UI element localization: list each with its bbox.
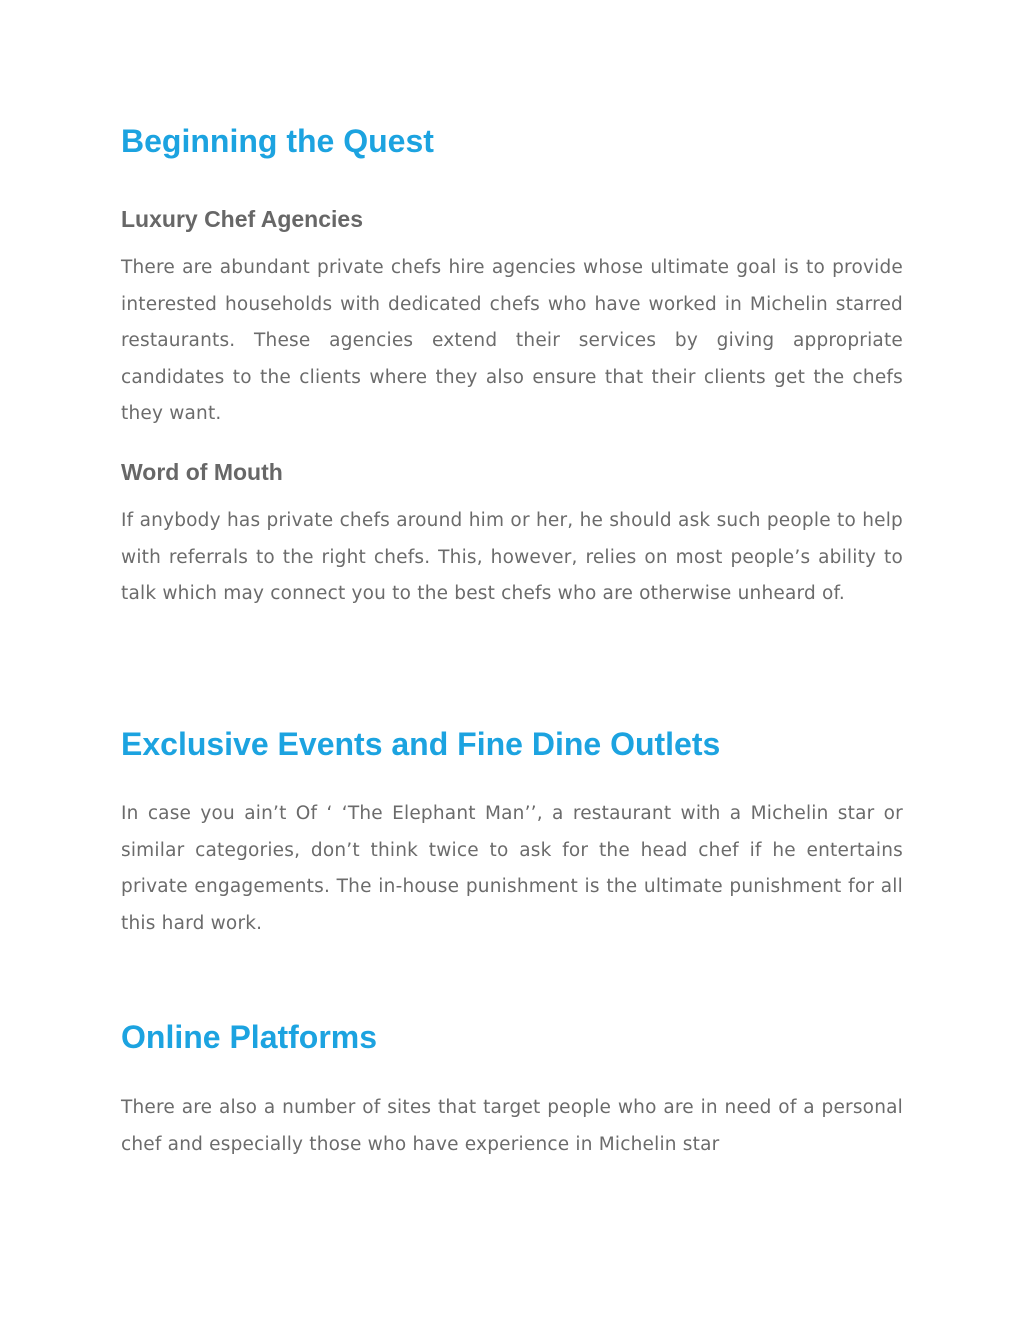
paragraph-exclusive-events: In case you ain’t Of ‘ ‘The Elephant Man’’, a restaurant with a Michelin star or similar categories, don’t think twice to ask for the head chef if he entertains private engagements. The in-house punishment is the ultimate punishment for all this hard work.	[121, 803, 903, 934]
paragraph-online-platforms: There are also a number of sites that target people who are in need of a personal chef and especially those who have experience in Michelin star	[121, 1097, 903, 1155]
heading-online-platforms: Online Platforms	[121, 1019, 378, 1055]
subheading-word-of-mouth: Word of Mouth	[121, 459, 283, 485]
paragraph-word-of-mouth: If anybody has private chefs around him or her, he should ask such people to help with referrals to the right chefs. This, however, relies on most people’s ability to talk which may connect you to the best chefs who are otherwise unheard of.	[121, 510, 903, 605]
heading-beginning-the-quest: Beginning the Quest	[121, 123, 434, 159]
heading-exclusive-events: Exclusive Events and Fine Dine Outlets	[121, 726, 721, 762]
paragraph-luxury-chef-agencies: There are abundant private chefs hire agencies whose ultimate goal is to provide interested households with dedicated chefs who have worked in Michelin starred restaurants. These agencies extend their services by giving appropriate candidates to the clients where they also ensure that their clients get the chefs they want.	[121, 257, 903, 425]
subheading-luxury-chef-agencies: Luxury Chef Agencies	[121, 206, 363, 232]
